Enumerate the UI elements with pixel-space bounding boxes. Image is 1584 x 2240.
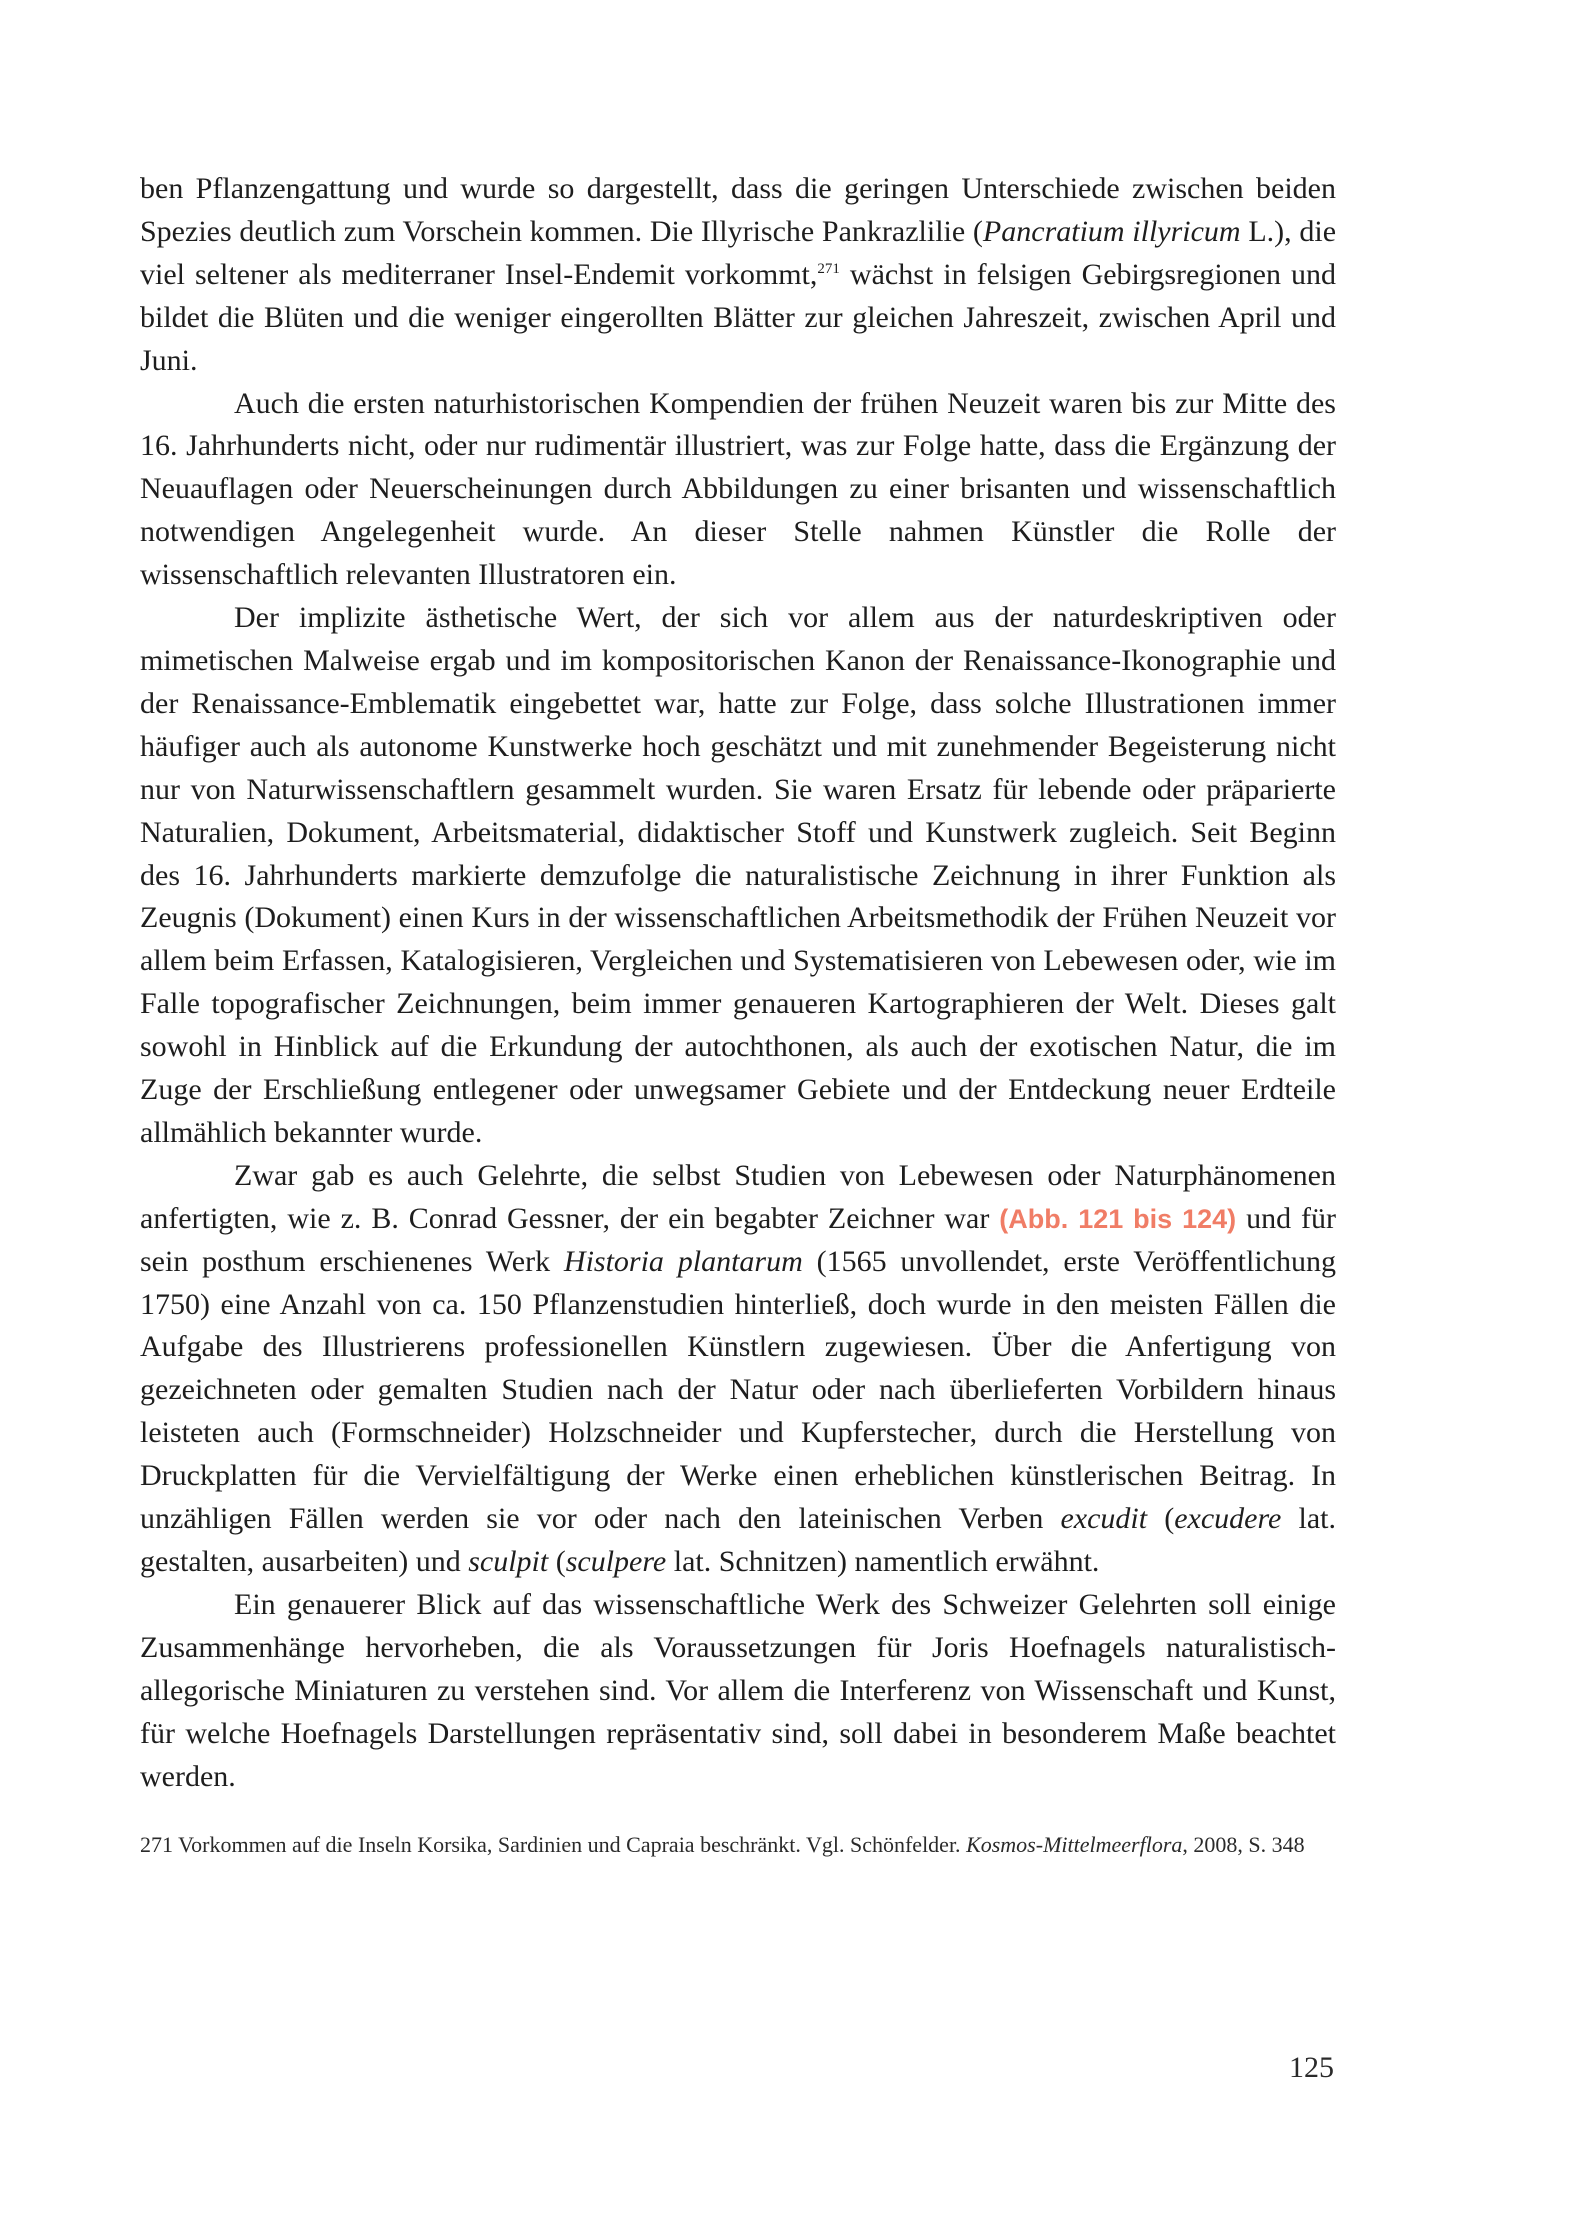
text-span: lat. gestalten, ausarbeiten) und: [140, 1502, 1336, 1578]
text-span: (: [548, 1545, 566, 1578]
footnote-number: 271: [140, 1832, 173, 1857]
footnote-271: [140, 1828, 1336, 1861]
latin-term-italic: sculpit: [468, 1545, 549, 1578]
footnote-text: , 2008, S. 348: [1182, 1832, 1305, 1857]
figure-reference-link[interactable]: (Abb. 121 bis 124): [999, 1203, 1237, 1234]
text-span: und für sein posthum erschienenes Werk: [140, 1201, 1336, 1278]
text-span: lat. Schnitzen) namentlich erwähnt.: [666, 1545, 1100, 1578]
paragraph-3: [140, 597, 1336, 1155]
work-title-italic: Historia plantarum: [563, 1244, 803, 1278]
text-span: (: [1147, 1502, 1175, 1536]
main-text: [140, 168, 1336, 1798]
page-number: 125: [1289, 2051, 1334, 2084]
text-span: Zwar gab es auch Gelehrte, die selbst Studien von Lebewesen oder Naturphänomenen anfertigten, wie z. B. Conrad Gessner, der ein begabter Zeichner war: [140, 1158, 1336, 1235]
footnote-text: Vorkommen auf die Inseln Korsika, Sardinien und Capraia beschränkt. Vgl. Schönfelder.: [173, 1832, 967, 1857]
text-span: (1565 unvollendet, erste Veröffentlichung 1750) eine Anzahl von ca. 150 Pflanzenstudien hinterließ, doch wurde in den meisten Fällen die Aufgabe des Illustrierens professionellen Künstlern zugewiesen. Über die Anfertigung von gezeichneten oder gemalten Studien nach der Natur oder nach überlieferten Vorbildern hinaus leisteten auch (Formschneider) Holzschneider und Kupferstecher, durch die Herstellung von Druckplatten für die Vervielfältigung der Werke einen erheblichen künstlerischen Beitrag. In unzähligen Fällen werden sie vor oder nach den lateinischen Verben: [140, 1244, 1336, 1536]
text-span: wächst in felsigen Gebirgsregionen und bildet die Blüten und die weniger eingerollten Blätter zur gleichen Jahreszeit, zwischen April und Juni.: [140, 257, 1336, 377]
footnote-section: [140, 1828, 1336, 1861]
text-span: Auch die ersten naturhistorischen Kompendien der frühen Neuzeit waren bis zur Mitte des 16. Jahrhunderts nicht, oder nur rudimentär illustriert, was zur Folge hatte, dass die Ergänzung der Neuauflagen oder Neuerscheinungen durch Abbildungen zu einer brisanten und wissenschaftlich notwendigen Angelegenheit wurde. An dieser Stelle nahmen Künstler die Rolle der wissenschaftlich relevanten Illustratoren ein.: [140, 386, 1336, 592]
text-span: Der implizite ästhetische Wert, der sich vor allem aus der naturdeskriptiven oder mimetischen Malweise ergab und im kompositorischen Kanon der Renaissance-Ikonographie und der Renaissance-Emblematik eingebettet war, hatte zur Folge, dass solche Illustrationen immer häufiger auch als autonome Kunstwerke hoch geschätzt und mit zunehmender Begeisterung nicht nur von Naturwissenschaftlern gesammelt wurden. Sie waren Ersatz für lebende oder präparierte Naturalien, Dokument, Arbeitsmaterial, didaktischer Stoff und Kunstwerk zugleich. Seit Beginn des 16. Jahrhunderts markierte demzufolge die naturalistische Zeichnung in ihrer Funktion als Zeugnis (Dokument) einen Kurs in der wissenschaftlichen Arbeitsmethodik der Frühen Neuzeit vor allem beim Erfassen, Katalogisieren, Vergleichen und Systematisieren von Lebewesen oder, wie im Falle topografischer Zeichnungen, beim immer genaueren Kartographieren der Welt. Dieses galt sowohl in Hinblick auf die Erkundung der autochthonen, als auch der exotischen Natur, die im Zuge der Erschließung entlegener oder unwegsamer Gebiete und der Entdeckung neuer Erdteile allmählich bekannter wurde.: [140, 601, 1336, 1149]
paragraph-5: [140, 1584, 1336, 1799]
paragraph-1: [140, 168, 1336, 383]
footnote-title-italic: Kosmos-Mittelmeerflora: [966, 1832, 1183, 1857]
latin-term-italic: excudit: [1060, 1502, 1148, 1536]
text-span: ben Pflanzengattung und wurde so dargestellt, dass die geringen Unterschiede zwischen beiden Spezies deutlich zum Vorschein kommen. Die Illyrische Pankrazlilie (: [140, 172, 1336, 248]
paragraph-2: [140, 383, 1336, 598]
paragraph-4: [140, 1155, 1336, 1584]
text-span: L.), die viel seltener als mediterraner Insel-Endemit vorkommt,: [140, 214, 1337, 291]
footnote-marker[interactable]: 271: [817, 260, 840, 277]
latin-term-italic: excudere: [1174, 1502, 1282, 1536]
latin-term-italic: sculpere: [565, 1545, 667, 1578]
text-span: Ein genauerer Blick auf das wissenschaftliche Werk des Schweizer Gelehrten soll einige Zusammenhänge hervorheben, die als Voraussetzungen für Joris Hoefnagels naturalistisch-allegorische Miniaturen zu verstehen sind. Vor allem die Interferenz von Wissenschaft und Kunst, für welche Hoefnagels Darstellungen repräsentativ sind, soll dabei in besonderem Maße beachtet werden.: [140, 1587, 1336, 1793]
species-name-italic: Pancratium illyricum: [982, 214, 1241, 248]
